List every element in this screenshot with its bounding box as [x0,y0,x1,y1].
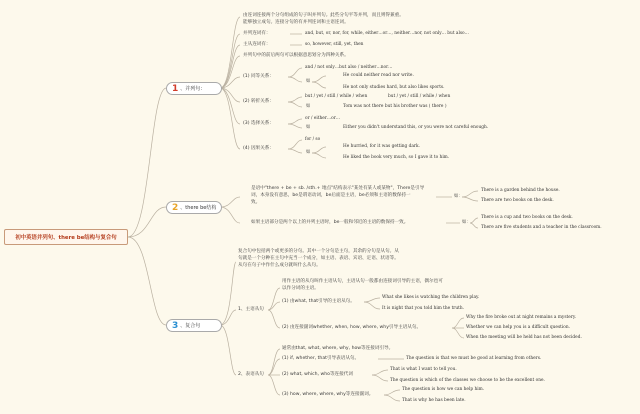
b1-adv-list: so, however, still, yet, then [305,42,364,47]
b3-g1-s1-example1: What she likes is watching the children play. [382,295,480,300]
b1-s1-ru: 如 [306,79,311,84]
b3-subject-clause-label: 1、主语从句 [238,307,264,312]
branch-compound-sentence[interactable] [166,82,222,95]
b1-intro-line1: 由连词连接两个分句组成的句子叫并列句。此些分句平等并列，而且则得兼重。 [243,13,404,18]
branch-label-1: 、并列句： [180,86,206,92]
b1-s4-example1: He hurried, for it was getting dark. [343,144,420,149]
b2-para1-line1: 是语中"there + be + sb. /sth.+ 地点"结构表示"某处有某人或某物"，There是引导 [251,186,425,191]
branch-there-be[interactable] [166,201,222,214]
b3-g2-s2-example2: The question is which of the classes we choose to be the excellent one. [390,378,545,383]
branch-complex-sentence[interactable] [166,319,222,332]
branch-label-2: 、there be结构 [180,205,217,211]
b3-intro-line1: 复合句中包括两个或更多的分句。其中一个分句是主句，其余的分句是从句。从 [238,249,399,254]
b3-g2-s1-example1: The question is that we must be good at learning from others. [406,356,542,361]
b1-four-relations: 并列句中的前后两句可以根据意思划分为四种关系。 [243,53,349,58]
b1-s3-example1: Either you didn't understand this, or you were not careful enough. [343,125,489,130]
b3-g1-s2-example2: Whether we can help you is a difficult question. [466,325,570,330]
b1-s2-example1: Tom was not there but his brother was ( there ) [343,104,447,109]
b3-g1-desc1: 用作主语的从句叫作主语从句，主语从句一般都由连接词引导的主语，偶尔也可 [282,279,443,284]
branch-number-3: 3 [172,320,179,331]
b1-s1-example2: He not only studies hard, but also likes sports. [343,85,445,90]
b3-intro-line3: 从句在句子中作什么成分就叫什么从句。 [238,263,321,268]
b1-s3-words: or / either…or… [305,116,341,121]
b3-predicative-clause-label: 2、表语从句 [238,372,264,377]
b3-g2-s2-label: (2) what, which, who等连接代词 [282,372,353,377]
b3-g2-s3-label: (3) how, where, where, why等连接副词。 [282,392,374,397]
b1-s4-label: (4) 因果关系： [243,146,274,151]
b1-s2-words: but / yet / still / while / when [305,94,368,99]
b2-para1-line3: 致。 [251,200,261,205]
b1-s3-ru: 如 [306,125,311,130]
b2-example3: There is a cup and two books on the desk. [481,215,573,220]
b3-g1-s2-example1: Why the fire broke out at night remains a mystery. [466,315,577,320]
b1-s4-example2: He liked the book very much, so I gave it to him. [343,155,450,160]
b3-g2-s3-example2: That is why he has been late. [402,398,466,403]
b3-g2-s1-label: (1) if, whether, that引导表语从句。 [282,356,360,361]
b3-g1-s1-example2: It is night that you told him the truth. [382,306,464,311]
b1-s1-example1: He could neither read nor write. [343,73,414,78]
b2-example2: There are two books on the desk. [481,198,554,203]
b1-s2-ru: 如 [306,104,311,109]
b1-s4-ru: 如 [306,150,311,155]
b1-s3-label: (3) 选择关系： [243,121,274,126]
root-topic: 初中英语并列句、there be结构与复合句 [4,229,128,245]
b3-g1-s2-example3: When the meeting will be held has not been decided. [466,335,582,340]
b2-para2: 如果主语部分是两个以上的并列主语时，be一般和邻近的主语的数保持一致。 [251,220,409,225]
b3-g1-s2-label: (2) 由连接副词whether, when, how, where, why引导主语从句。 [282,325,422,330]
b2-example4: There are five students and a teacher in the classroom. [481,225,602,230]
b3-g2-desc: 通常由that, what, where, why, how等连接词引导。 [282,346,394,351]
b3-intro-line2: 句就是一个分种在主句中充当一个成分，如主语、表语、宾语、定语、状语等。 [238,256,399,261]
b2-para1-line2: 词，本身没有意思，be是谓语动词，be后面是主语，be必须和主语的数保持一 [251,193,411,198]
branch-number-1: 1 [172,83,179,94]
b1-intro-line2: 能够独立成句。连接分句的有并列连词和主语连词。 [243,20,349,25]
b1-conj-list: and, but, or, nor, for, while, either…or…, neither…nor, not only… but also… [305,31,469,36]
b1-s1-words: and / not only…but also / neither…nor… [305,65,393,70]
b3-g2-s2-example1: That is what I want to tell you. [390,367,457,372]
branch-number-2: 2 [172,202,179,213]
b1-s4-words: for / so [305,137,321,142]
b1-s2-label: (2) 转折关系： [243,99,274,104]
branch-label-3: 、复合句 [180,323,201,329]
b3-g2-s3-example1: The question is how we can help him. [402,387,485,392]
b1-adv-label: 主从连词有： [243,42,271,47]
b3-g1-s1-label: (1) 由what, that引导的主语从句。 [282,299,355,304]
b1-conj-label: 并列连词有： [243,31,271,36]
b2-example1: There is a garden behind the house. [481,188,560,193]
b2-ru: 如： [454,194,463,199]
b2-ru2: 如： [462,220,471,225]
b1-s2-words2: but / yet / still / while / when [388,94,451,99]
b1-s1-label: (1) 同等关系： [243,74,274,79]
b3-g1-desc2: 以作分词的主语。 [282,286,319,291]
